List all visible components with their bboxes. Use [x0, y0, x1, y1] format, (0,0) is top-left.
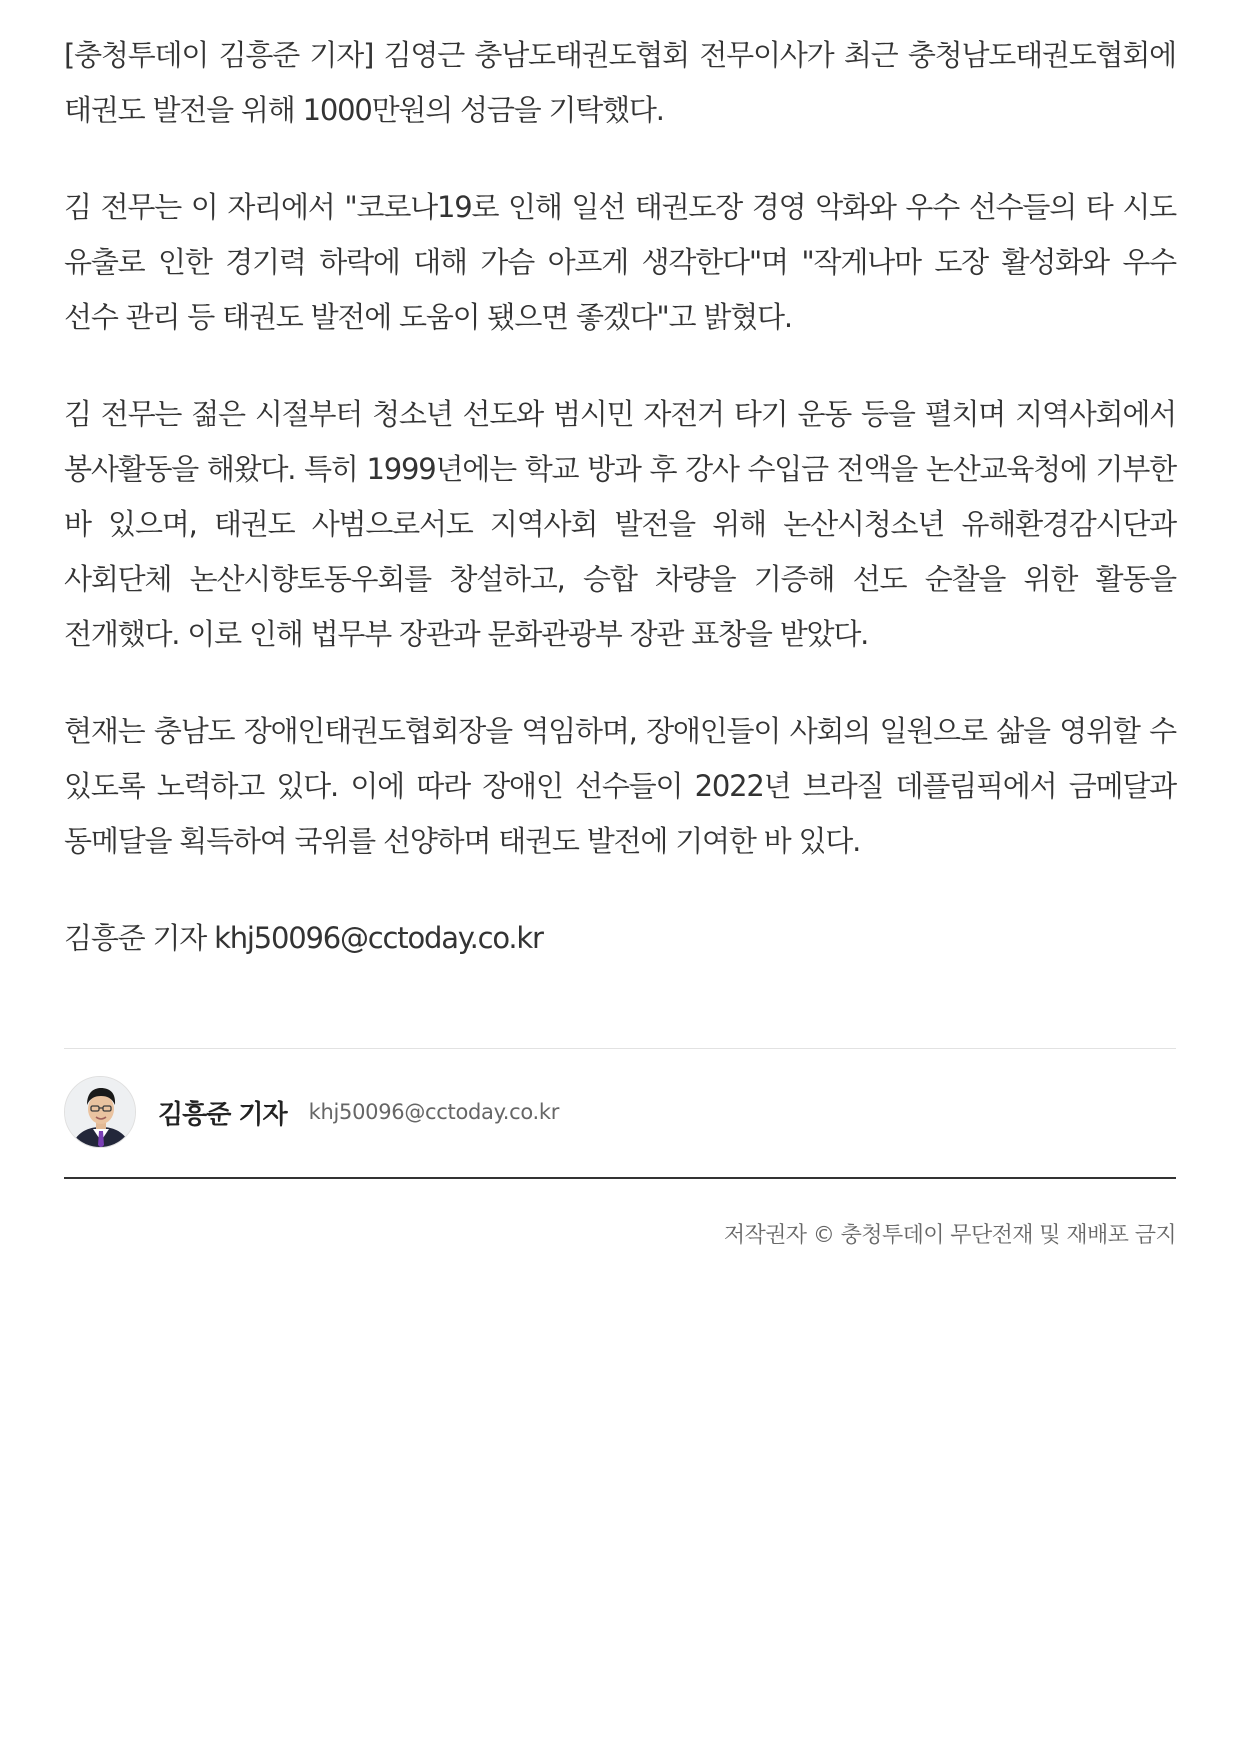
article-paragraph-3: 김 전무는 젊은 시절부터 청소년 선도와 범시민 자전거 타기 운동 등을 펼치며 지역사회에서 봉사활동을 해왔다. 특히 1999년에는 학교 방과 후 강사 수입금 전액을 논산교육청에 기부한 바 있으며, 태권도 사범으로서도 지역사회 발전을 위해 논산시청소년 유해환경감시단과 사회단체 논산시향토동우회를 창설하고, 승합 차량을 기증해 선도 순찰을 위한 활동을 전개했다. 이로 인해 법무부 장관과 문화관광부 장관 표창을 받았다. [64, 397, 1176, 651]
author-email[interactable]: khj50096@cctoday.co.kr [308, 1100, 560, 1124]
author-divider-bottom [64, 1177, 1176, 1179]
author-divider-top [64, 1048, 1176, 1049]
author-box [64, 1076, 1176, 1148]
article-byline: 김흥준 기자 khj50096@cctoday.co.kr [64, 921, 543, 955]
reporter-portrait-icon[interactable] [64, 1076, 136, 1148]
article-paragraph-4: 현재는 충남도 장애인태권도협회장을 역임하며, 장애인들이 사회의 일원으로 삶을 영위할 수 있도록 노력하고 있다. 이에 따라 장애인 선수들이 2022년 브라질 데플림픽에서 금메달과 동메달을 획득하여 국위를 선양하며 태권도 발전에 기여한 바 있다. [64, 714, 1176, 858]
author-name[interactable]: 김흥준 기자 [158, 1099, 287, 1130]
article-paragraph-1: [충청투데이 김흥준 기자] 김영근 충남도태권도협회 전무이사가 최근 충청남도태권도협회에 태권도 발전을 위해 1000만원의 성금을 기탁했다. [64, 38, 1176, 127]
article-body [64, 28, 1176, 966]
article-paragraph-2: 김 전무는 이 자리에서 "코로나19로 인해 일선 태권도장 경영 악화와 우수 선수들의 타 시도 유출로 인한 경기력 하락에 대해 가슴 아프게 생각한다"며 "작게나마 도장 활성화와 우수 선수 관리 등 태권도 발전에 도움이 됐으면 좋겠다"고 밝혔다. [64, 190, 1176, 334]
copyright-notice: 저작권자 © 충청투데이 무단전재 및 재배포 금지 [723, 1223, 1176, 1248]
